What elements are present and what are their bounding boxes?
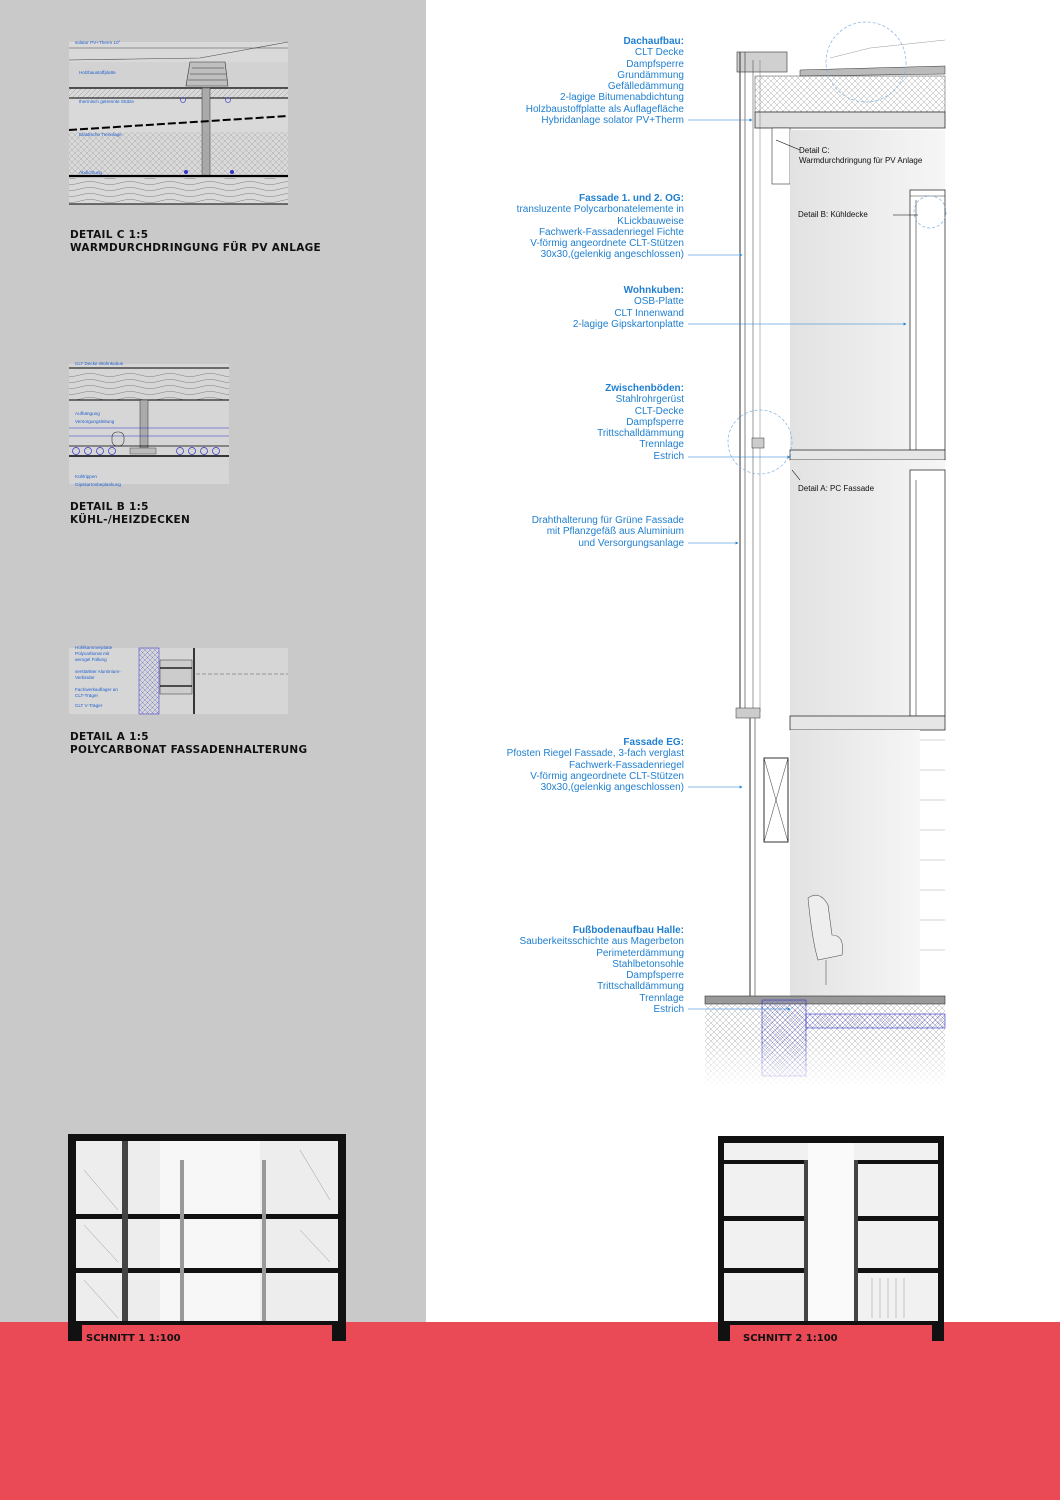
detail-c-label: Holzbaustoffplatte [79, 70, 116, 75]
detail-a-label: Verbinder [75, 675, 95, 680]
annotation-line: Stahlrohrgerüst [615, 394, 684, 406]
annotation-line: Pfosten Riegel Fassade, 3-fach verglast [506, 748, 684, 760]
detail-a-subtitle: POLYCARBONAT FASSADENHALTERUNG [70, 744, 308, 756]
annotation-line: 30x30,(gelenkig angeschlossen) [540, 782, 684, 794]
annotation-line: Fachwerk-Fassadenriegel [568, 759, 684, 771]
schnitt-1-label: SCHNITT 1 1:100 [86, 1333, 181, 1344]
detail-b-subtitle: KÜHL-/HEIZDECKEN [70, 514, 191, 526]
detail-c-reference-line2: Warmdurchdringung für PV Anlage [799, 155, 923, 165]
annotation-fussbodenaufbau [519, 925, 684, 1015]
detail-a-label: verstärkter Aluminium- [75, 669, 121, 674]
annotation-line: CLT Decke [634, 47, 684, 59]
detail-c-title [70, 229, 321, 255]
detail-c-label: Abdichtung [79, 170, 102, 175]
detail-b-label: Aufhängung [75, 411, 100, 416]
detail-a-label: CLT V-Träger [75, 703, 103, 708]
detail-c-label: solator PV+Therm 10° [75, 40, 121, 45]
annotation-fassade-eg [507, 737, 684, 793]
detail-a-label: Hohlkammerplatte [75, 645, 113, 650]
annotation-heading: Dachaufbau: [623, 36, 684, 47]
detail-c-reference-line1: Detail C: [799, 146, 830, 155]
annotation-line: und Versorgungsanlage [578, 537, 684, 549]
detail-b-title-text: DETAIL B 1:5 [70, 501, 149, 513]
annotation-line: Dampfsperre [626, 58, 684, 70]
annotation-line: Hybridanlage solator PV+Therm [541, 115, 684, 127]
annotation-line: mit Pflanzgefäß aus Aluminium [546, 526, 684, 538]
detail-a-label: Polycarbonat mit [75, 651, 110, 656]
annotation-line: Stahlbetonsohle [612, 958, 684, 970]
detail-a-label: CLT-Träger [75, 693, 98, 698]
detail-b-reference: Detail B: Kühldecke [798, 210, 868, 219]
annotation-line: Holzbaustoffplatte als Auflagefläche [525, 103, 684, 115]
annotation-line: Trennlage [639, 439, 684, 451]
annotation-line: 2-lagige Gipskartonplatte [572, 318, 684, 330]
annotation-line: Fachwerk-Fassadenriegel Fichte [538, 226, 684, 238]
detail-b-title [70, 501, 190, 527]
detail-c-reference [799, 146, 922, 165]
annotation-line: transluzente Polycarbonatelemente in [516, 204, 684, 216]
detail-a-title [70, 731, 307, 757]
annotation-line: Perimeterdämmung [596, 947, 684, 959]
detail-c-label: thermisch getrennte Stütze [79, 99, 134, 104]
annotation-dachaufbau [526, 36, 684, 126]
detail-a-title-text: DETAIL A 1:5 [70, 731, 149, 743]
annotation-line: Dampfsperre [626, 970, 684, 982]
detail-c-label: Elastische Trennlage [79, 132, 122, 137]
detail-b-label: Versorgungsleitung [75, 419, 115, 424]
annotation-line: Trittschalldämmung [597, 428, 684, 440]
annotation-line: Trennlage [639, 992, 684, 1004]
detail-c-subtitle: WARMDURCHDRINGUNG FÜR PV ANLAGE [70, 242, 322, 254]
detail-c-title-text: DETAIL C 1:5 [70, 229, 149, 241]
annotation-line: Estrich [653, 1004, 684, 1016]
main-section-drawing [705, 22, 946, 1090]
annotation-zwischenboeden [597, 383, 684, 462]
annotation-line: V-förmig angeordnete CLT-Stützen [530, 770, 684, 782]
annotation-line: CLT-Decke [634, 405, 684, 417]
annotation-line: 30x30,(gelenkig angeschlossen) [540, 249, 684, 261]
annotation-line: Estrich [653, 450, 684, 462]
schnitt-2-label: SCHNITT 2 1:100 [743, 1333, 838, 1344]
annotation-line: Trittschalldämmung [597, 981, 684, 993]
annotation-heading: Fassade EG: [623, 737, 684, 748]
annotation-heading: Fassade 1. und 2. OG: [578, 193, 684, 204]
annotation-line: Gefälledämmung [607, 81, 684, 93]
annotation-line: OSB-Platte [633, 296, 684, 308]
detail-a-label: Fachwerkauflager an [75, 687, 118, 692]
annotation-heading: Wohnkuben: [623, 285, 684, 296]
annotation-heading: Fußbodenaufbau Halle: [572, 925, 684, 936]
annotation-line: CLT Innenwand [614, 307, 684, 319]
detail-a-label: aerogel Füllung [75, 657, 107, 662]
detail-a-reference: Detail A: PC Fassade [798, 484, 875, 493]
annotation-line: Sauberkeitsschichte aus Magerbeton [519, 936, 684, 948]
detail-b-label: CLT Decke Wohnkubus [75, 361, 124, 366]
detail-b-label: Gipskartonbeplankung [75, 482, 121, 487]
annotation-line: Drahthalterung für Grüne Fassade [531, 515, 684, 526]
annotation-line: Grundämmung [617, 69, 684, 81]
annotation-line: V-förmig angeordnete CLT-Stützen [530, 238, 684, 250]
detail-c-drawing [69, 42, 288, 204]
annotation-gruene-fassade [532, 515, 684, 549]
annotation-fassade-og [517, 193, 684, 261]
annotation-line: 2-lagige Bitumenabdichtung [560, 92, 684, 104]
detail-b-label: Kühlrippen [75, 474, 97, 479]
annotation-line: Dampfsperre [626, 416, 684, 428]
annotation-wohnkuben [573, 285, 684, 330]
annotation-heading: Zwischenböden: [605, 383, 684, 394]
annotation-line: KLickbauweise [617, 215, 684, 227]
